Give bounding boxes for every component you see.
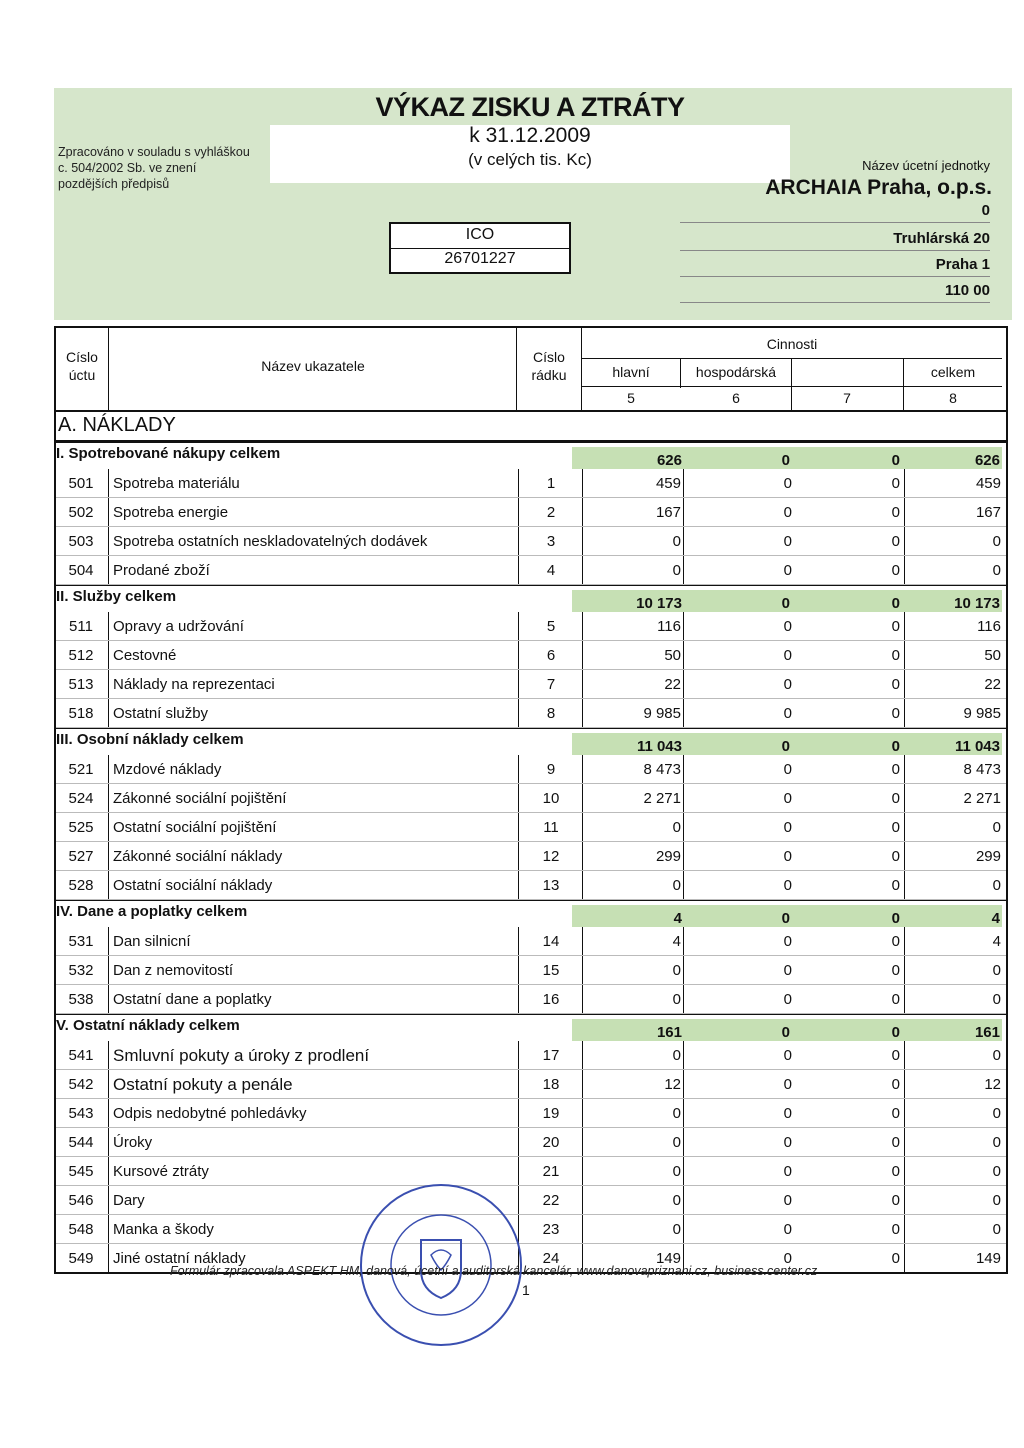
value-main: 167 xyxy=(582,498,684,526)
group-title: V. Ostatní náklady celkem xyxy=(56,1017,240,1034)
col-rownum xyxy=(517,348,581,384)
account-number: 527 xyxy=(68,848,94,865)
table-row xyxy=(56,927,1006,956)
value-economic: 0 xyxy=(783,790,792,807)
account-number: 504 xyxy=(68,562,94,579)
group-row xyxy=(56,442,1006,469)
value-total: 0 xyxy=(904,1128,1003,1156)
group-value-total: 10 173 xyxy=(904,590,1002,612)
value-total: 0 xyxy=(904,871,1003,899)
table-row xyxy=(56,784,1006,813)
value-total: 2 271 xyxy=(904,784,1003,812)
value-col7: 0 xyxy=(891,647,900,664)
account-number: 543 xyxy=(68,1105,94,1122)
group-value-col7: 0 xyxy=(794,1019,904,1041)
value-col7: 0 xyxy=(891,790,900,807)
value-col7: 0 xyxy=(891,618,900,635)
item-name: Kursové ztráty xyxy=(108,1157,523,1185)
account-number: 545 xyxy=(68,1163,94,1180)
units-note: (v celých tis. Kc) xyxy=(468,150,592,169)
value-col7: 0 xyxy=(891,933,900,950)
legal-line: Zpracováno v souladu s vyhláškou xyxy=(58,145,250,159)
item-name: Spotreba materiálu xyxy=(108,469,523,497)
row-number: 24 xyxy=(518,1244,583,1272)
account-number: 538 xyxy=(68,991,94,1008)
table-row xyxy=(56,985,1006,1014)
value-main: 2 271 xyxy=(582,784,684,812)
value-main: 22 xyxy=(582,670,684,698)
page-title: VÝKAZ ZISKU A ZTRÁTY xyxy=(375,92,685,122)
account-number: 549 xyxy=(68,1250,94,1267)
row-number: 17 xyxy=(518,1041,583,1069)
value-main: 299 xyxy=(582,842,684,870)
ico-label: ICO xyxy=(391,226,569,249)
value-economic: 0 xyxy=(783,761,792,778)
address-street: Truhlárská 20 xyxy=(680,230,990,251)
value-total: 0 xyxy=(904,1041,1003,1069)
group-value-main: 161 xyxy=(572,1019,684,1041)
item-name: Manka a škody xyxy=(108,1215,523,1243)
table-row xyxy=(56,527,1006,556)
value-col7: 0 xyxy=(891,1105,900,1122)
account-number: 521 xyxy=(68,761,94,778)
table-row xyxy=(56,1041,1006,1070)
value-main: 8 473 xyxy=(582,755,684,783)
group-row xyxy=(56,1014,1006,1041)
value-economic: 0 xyxy=(783,819,792,836)
col-number-5: 5 xyxy=(627,390,635,406)
col-rownum-line: rádku xyxy=(531,367,567,383)
value-main: 0 xyxy=(582,1186,684,1214)
value-economic: 0 xyxy=(783,562,792,579)
table-row xyxy=(56,1070,1006,1099)
value-total: 9 985 xyxy=(904,699,1003,727)
row-number: 20 xyxy=(518,1128,583,1156)
value-total: 12 xyxy=(904,1070,1003,1098)
item-name: Ostatní dane a poplatky xyxy=(108,985,523,1013)
account-number: 541 xyxy=(68,1047,94,1064)
value-total: 8 473 xyxy=(904,755,1003,783)
account-number: 512 xyxy=(68,647,94,664)
item-name: Spotreba energie xyxy=(108,498,523,526)
item-name: Náklady na reprezentaci xyxy=(108,670,523,698)
group-value-economic: 0 xyxy=(684,733,794,755)
account-number: 531 xyxy=(68,933,94,950)
value-economic: 0 xyxy=(783,533,792,550)
item-name: Smluvní pokuty a úroky z prodlení xyxy=(108,1041,523,1069)
item-name: Opravy a udržování xyxy=(108,612,523,640)
group-value-economic: 0 xyxy=(684,905,794,927)
value-economic: 0 xyxy=(783,676,792,693)
group-value-main: 626 xyxy=(572,447,684,469)
group-title: I. Spotrebované nákupy celkem xyxy=(56,445,281,462)
col-rownum-line: Císlo xyxy=(533,349,565,365)
company-name: ARCHAIA Praha, o.p.s. xyxy=(765,176,992,199)
value-total: 0 xyxy=(904,956,1003,984)
value-total: 0 xyxy=(904,556,1003,584)
item-name: Ostatní pokuty a penále xyxy=(108,1070,523,1098)
value-total: 0 xyxy=(904,1157,1003,1185)
value-total: 116 xyxy=(904,612,1003,640)
value-economic: 0 xyxy=(783,1163,792,1180)
group-row xyxy=(56,728,1006,755)
row-number: 15 xyxy=(518,956,583,984)
value-col7: 0 xyxy=(891,1192,900,1209)
value-total: 0 xyxy=(904,1215,1003,1243)
value-col7: 0 xyxy=(891,705,900,722)
table-row xyxy=(56,1186,1006,1215)
value-col7: 0 xyxy=(891,504,900,521)
account-number: 524 xyxy=(68,790,94,807)
row-number: 18 xyxy=(518,1070,583,1098)
row-number: 4 xyxy=(518,556,583,584)
value-total: 0 xyxy=(904,985,1003,1013)
value-total: 22 xyxy=(904,670,1003,698)
value-economic: 0 xyxy=(783,705,792,722)
item-name: Zákonné sociální pojištění xyxy=(108,784,523,812)
account-number: 532 xyxy=(68,962,94,979)
account-number: 511 xyxy=(69,618,93,635)
group-value-main: 10 173 xyxy=(572,590,684,612)
value-main: 50 xyxy=(582,641,684,669)
col-number-7: 7 xyxy=(843,390,851,406)
value-col7: 0 xyxy=(891,1250,900,1267)
value-col7: 0 xyxy=(891,1076,900,1093)
value-main: 149 xyxy=(582,1244,684,1272)
row-number: 6 xyxy=(518,641,583,669)
value-col7: 0 xyxy=(891,1221,900,1238)
value-economic: 0 xyxy=(783,1192,792,1209)
item-name: Úroky xyxy=(108,1128,523,1156)
value-economic: 0 xyxy=(783,962,792,979)
group-value-economic: 0 xyxy=(684,590,794,612)
address-line: 0 xyxy=(680,202,990,223)
row-number: 5 xyxy=(518,612,583,640)
item-name: Jiné ostatní náklady xyxy=(108,1244,523,1272)
group-title: II. Služby celkem xyxy=(56,588,177,605)
item-name: Odpis nedobytné pohledávky xyxy=(108,1099,523,1127)
section-title-text: A. NÁKLADY xyxy=(58,414,176,436)
table-row xyxy=(56,1099,1006,1128)
value-economic: 0 xyxy=(783,933,792,950)
statement-table xyxy=(54,326,1008,1274)
item-name: Prodané zboží xyxy=(108,556,523,584)
table-row xyxy=(56,1215,1006,1244)
value-col7: 0 xyxy=(891,761,900,778)
value-economic: 0 xyxy=(783,475,792,492)
table-body xyxy=(56,442,1006,1274)
table-row xyxy=(56,612,1006,641)
item-name: Ostatní služby xyxy=(108,699,523,727)
group-value-total: 11 043 xyxy=(904,733,1002,755)
account-number: 518 xyxy=(68,705,94,722)
table-row xyxy=(56,699,1006,728)
entity-label: Název úcetní jednotky xyxy=(862,158,990,173)
group-value-total: 626 xyxy=(904,447,1002,469)
account-number: 544 xyxy=(68,1134,94,1151)
table-row xyxy=(56,556,1006,585)
item-name: Dary xyxy=(108,1186,523,1214)
account-number: 513 xyxy=(68,676,94,693)
report-date: k 31.12.2009 xyxy=(469,124,591,147)
group-title: IV. Dane a poplatky celkem xyxy=(56,903,248,920)
row-number: 19 xyxy=(518,1099,583,1127)
value-total: 0 xyxy=(904,1099,1003,1127)
value-economic: 0 xyxy=(783,877,792,894)
row-number: 3 xyxy=(518,527,583,555)
account-number: 542 xyxy=(68,1076,94,1093)
table-row xyxy=(56,498,1006,527)
col-main: hlavní xyxy=(612,364,650,380)
group-title: III. Osobní náklady celkem xyxy=(56,731,244,748)
table-row xyxy=(56,641,1006,670)
legal-line: c. 504/2002 Sb. ve znení xyxy=(58,161,197,175)
value-main: 0 xyxy=(582,1128,684,1156)
col-number-8: 8 xyxy=(949,390,957,406)
value-col7: 0 xyxy=(891,533,900,550)
col-total: celkem xyxy=(930,364,976,380)
item-name: Dan z nemovitostí xyxy=(108,956,523,984)
value-main: 0 xyxy=(582,527,684,555)
address-city: Praha 1 xyxy=(680,256,990,277)
value-total: 149 xyxy=(904,1244,1003,1272)
row-number: 22 xyxy=(518,1186,583,1214)
value-economic: 0 xyxy=(783,504,792,521)
row-number: 1 xyxy=(518,469,583,497)
page-number: 1 xyxy=(522,1282,530,1298)
value-main: 0 xyxy=(582,985,684,1013)
account-number: 501 xyxy=(68,475,94,492)
value-col7: 0 xyxy=(891,962,900,979)
row-number: 10 xyxy=(518,784,583,812)
table-row xyxy=(56,842,1006,871)
group-value-total: 161 xyxy=(904,1019,1002,1041)
table-row xyxy=(56,871,1006,900)
ico-value: 26701227 xyxy=(444,250,516,267)
value-col7: 0 xyxy=(891,848,900,865)
group-value-economic: 0 xyxy=(684,447,794,469)
table-row xyxy=(56,1128,1006,1157)
row-number: 8 xyxy=(518,699,583,727)
value-total: 299 xyxy=(904,842,1003,870)
value-economic: 0 xyxy=(783,991,792,1008)
col-account-line: úctu xyxy=(68,367,96,383)
account-number: 503 xyxy=(68,533,94,550)
value-total: 4 xyxy=(904,927,1003,955)
value-main: 0 xyxy=(582,1157,684,1185)
col-activities: Cinnosti xyxy=(766,336,818,352)
item-name: Dan silnicní xyxy=(108,927,523,955)
value-economic: 0 xyxy=(783,848,792,865)
value-main: 0 xyxy=(582,813,684,841)
value-economic: 0 xyxy=(783,1047,792,1064)
row-number: 9 xyxy=(518,755,583,783)
value-col7: 0 xyxy=(891,991,900,1008)
ico-box xyxy=(389,222,571,274)
col-economic: hospodárská xyxy=(695,364,777,380)
group-value-total: 4 xyxy=(904,905,1002,927)
value-economic: 0 xyxy=(783,618,792,635)
account-number: 502 xyxy=(68,504,94,521)
item-name: Ostatní sociální pojištění xyxy=(108,813,523,841)
group-value-col7: 0 xyxy=(794,733,904,755)
group-value-col7: 0 xyxy=(794,590,904,612)
legal-note xyxy=(58,144,250,192)
item-name: Ostatní sociální náklady xyxy=(108,871,523,899)
row-number: 11 xyxy=(518,813,583,841)
row-number: 7 xyxy=(518,670,583,698)
value-main: 0 xyxy=(582,1099,684,1127)
value-main: 0 xyxy=(582,1215,684,1243)
value-main: 0 xyxy=(582,871,684,899)
section-title xyxy=(56,412,1006,442)
value-col7: 0 xyxy=(891,475,900,492)
value-economic: 0 xyxy=(783,1105,792,1122)
account-number: 546 xyxy=(68,1192,94,1209)
item-name: Zákonné sociální náklady xyxy=(108,842,523,870)
group-value-col7: 0 xyxy=(794,905,904,927)
value-total: 0 xyxy=(904,1186,1003,1214)
legal-line: pozdějších předpisů xyxy=(58,177,170,191)
row-number: 2 xyxy=(518,498,583,526)
col-account-line: Císlo xyxy=(66,349,98,365)
value-col7: 0 xyxy=(891,1047,900,1064)
group-value-main: 4 xyxy=(572,905,684,927)
value-economic: 0 xyxy=(783,1250,792,1267)
row-number: 12 xyxy=(518,842,583,870)
value-main: 0 xyxy=(582,1041,684,1069)
table-row xyxy=(56,813,1006,842)
account-number: 528 xyxy=(68,877,94,894)
value-main: 116 xyxy=(582,612,684,640)
value-col7: 0 xyxy=(891,1163,900,1180)
col-account xyxy=(56,348,108,384)
value-total: 459 xyxy=(904,469,1003,497)
value-total: 167 xyxy=(904,498,1003,526)
value-col7: 0 xyxy=(891,819,900,836)
value-col7: 0 xyxy=(891,676,900,693)
table-row xyxy=(56,670,1006,699)
row-number: 21 xyxy=(518,1157,583,1185)
group-value-col7: 0 xyxy=(794,447,904,469)
value-economic: 0 xyxy=(783,1134,792,1151)
value-col7: 0 xyxy=(891,1134,900,1151)
group-row xyxy=(56,585,1006,612)
group-row xyxy=(56,900,1006,927)
value-main: 459 xyxy=(582,469,684,497)
value-economic: 0 xyxy=(783,647,792,664)
value-main: 9 985 xyxy=(582,699,684,727)
group-value-main: 11 043 xyxy=(572,733,684,755)
row-number: 23 xyxy=(518,1215,583,1243)
item-name: Cestovné xyxy=(108,641,523,669)
value-main: 0 xyxy=(582,556,684,584)
row-number: 14 xyxy=(518,927,583,955)
value-col7: 0 xyxy=(891,877,900,894)
col-name: Název ukazatele xyxy=(261,358,365,374)
value-economic: 0 xyxy=(783,1221,792,1238)
item-name: Mzdové náklady xyxy=(108,755,523,783)
value-main: 0 xyxy=(582,956,684,984)
item-name: Spotreba ostatních neskladovatelných dodávek xyxy=(108,527,523,555)
value-col7: 0 xyxy=(891,562,900,579)
value-total: 0 xyxy=(904,527,1003,555)
account-number: 548 xyxy=(68,1221,94,1238)
value-total: 0 xyxy=(904,813,1003,841)
table-row xyxy=(56,956,1006,985)
table-row xyxy=(56,755,1006,784)
value-main: 12 xyxy=(582,1070,684,1098)
row-number: 16 xyxy=(518,985,583,1013)
value-total: 50 xyxy=(904,641,1003,669)
account-number: 525 xyxy=(68,819,94,836)
group-value-economic: 0 xyxy=(684,1019,794,1041)
row-number: 13 xyxy=(518,871,583,899)
value-economic: 0 xyxy=(783,1076,792,1093)
col-number-6: 6 xyxy=(732,390,740,406)
table-row xyxy=(56,1157,1006,1186)
column-header xyxy=(56,328,1006,412)
address-zip: 110 00 xyxy=(680,282,990,303)
footer-note: Formulár zpracovala ASPEKT HM, danová, úcetní a auditorská kancelár, www.danovapriznani.cz, business.center.cz xyxy=(170,1264,818,1278)
value-main: 4 xyxy=(582,927,684,955)
table-row xyxy=(56,469,1006,498)
